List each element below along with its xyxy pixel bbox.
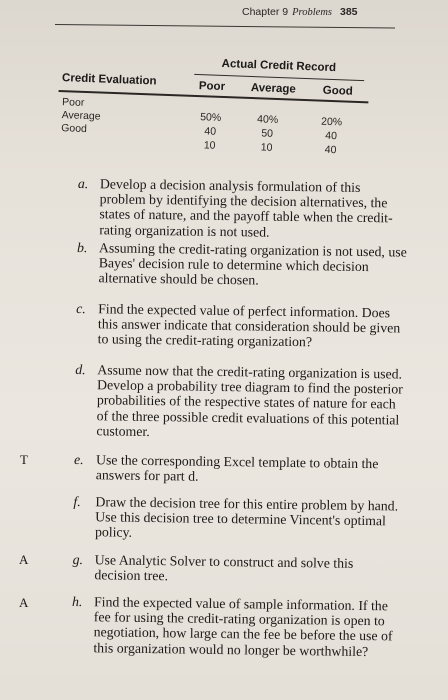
page-number: 385 (339, 6, 358, 18)
row-label-good: Good (60, 122, 88, 136)
problem-item-d (74, 362, 405, 443)
item-text: Find the expected value of perfect information. Does this answer indicate that consideration should be given to using the credit-rating organization? (97, 301, 401, 350)
row-label-average: Average (61, 109, 101, 123)
margin-mark-analytic-solver-g: A (19, 552, 29, 567)
item-label: d. (75, 361, 86, 378)
margin-mark-analytic-solver-h: A (19, 595, 29, 610)
table-cell: 50% (199, 111, 222, 124)
problem-item-b (76, 240, 407, 290)
item-label: a. (77, 176, 89, 192)
table-cell: 40% (256, 113, 279, 127)
item-text: Draw the decision tree for this entire problem by hand. Use this decision tree to determine Vincent's optimal policy. (94, 494, 399, 541)
problem-item-h (71, 594, 402, 659)
item-text: Use the corresponding Excel template to obtain the answers for part d. (95, 452, 379, 484)
margin-mark-template: T (20, 452, 28, 467)
table-super-header: Actual Credit Record (221, 57, 337, 75)
item-label: h. (71, 593, 83, 610)
row-label-poor: Poor (61, 96, 85, 109)
item-label: g. (72, 551, 84, 568)
item-text: Develop a decision analysis formulation of this problem by identifying the decision alternatives, the states of nature, and the payoff table when the credit-rating organization is not used. (99, 176, 393, 240)
column-header-good: Good (322, 84, 353, 98)
item-text: Use Analytic Solver to construct and solve this decision tree. (94, 552, 354, 584)
problem-list (71, 176, 408, 659)
column-header-poor: Poor (198, 80, 226, 94)
problem-item-c (76, 301, 407, 351)
item-label: f. (73, 493, 81, 510)
item-text: Assuming the credit-rating organization is not used, use Bayes' decision rule to determine which decision alternative should be chosen. (98, 240, 407, 288)
column-header-average: Average (250, 82, 296, 96)
table-cell: 40 (325, 129, 338, 143)
problem-item-e (74, 452, 404, 487)
table-cell: 40 (324, 143, 337, 157)
table-cell: 50 (261, 127, 274, 140)
page-header (242, 6, 358, 18)
item-text: Assume now that the credit-rating organization is used. Develop a probability tree diagram to find the posterior probabilities of the respective states of nature for each of the three possible credit evaluations of this potential customer. (96, 362, 403, 439)
table-cell: 10 (260, 141, 273, 154)
item-label: b. (76, 239, 88, 256)
problem-item-a (77, 176, 408, 241)
table-cell: 20% (320, 115, 343, 129)
table-cell: 10 (203, 139, 216, 152)
item-text: Find the expected value of sample information. If the fee for using the credit-rating organization is open to negotiation, how large can the fee be before the use of this organization would no longer be worthwhile? (93, 594, 393, 659)
table-cell: 40 (204, 125, 217, 138)
credit-table (60, 52, 380, 157)
chapter-label: Chapter 9 (242, 6, 289, 18)
problem-item-f (73, 494, 404, 544)
section-label: Problems (292, 7, 332, 18)
header-rule (55, 24, 395, 29)
table-row-header: Credit Evaluation (61, 72, 157, 88)
item-label: c. (76, 300, 86, 317)
item-label: e. (73, 451, 84, 468)
problem-item-g (72, 552, 402, 587)
